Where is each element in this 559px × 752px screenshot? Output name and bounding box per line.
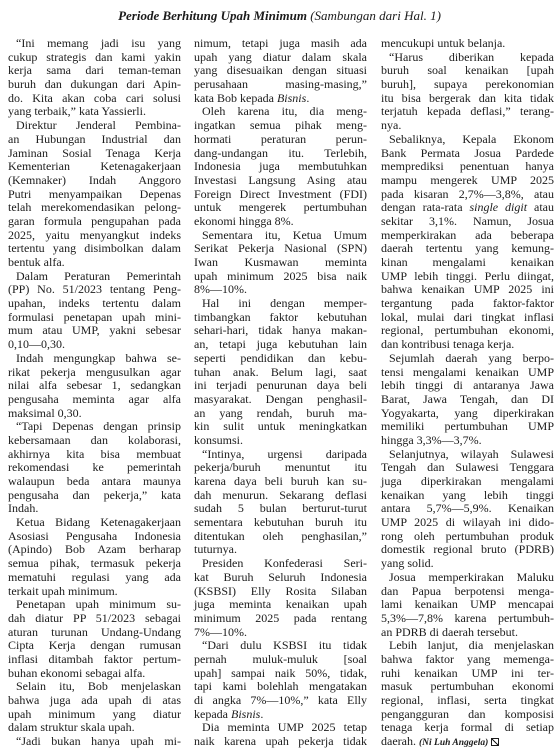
text-line: dah menurun. Sekarang deflasi bbox=[194, 487, 367, 502]
text-line: itu bisa bergerak dan kita tidak bbox=[381, 90, 554, 105]
text-line: Lebih lanjut, dia menjelaskan bbox=[389, 638, 554, 653]
text-line: semua pihak, termasuk pekerja bbox=[8, 556, 181, 571]
text-line: Oleh karena itu, dia meng- bbox=[202, 104, 367, 119]
text-line: rong oleh pertumbuhan produk bbox=[381, 528, 554, 543]
italic-term: Bisnis bbox=[276, 90, 307, 105]
paragraph bbox=[194, 557, 367, 639]
text-line: memiliki pertumbuhan UMP bbox=[381, 419, 554, 434]
text-line: (PP) No. 51/2023 tentang Peng- bbox=[8, 282, 181, 297]
text-line: “Jadi bukan hanya upah mi- bbox=[16, 734, 181, 749]
text-line: lami kenaikan UMP mencapai bbox=[381, 597, 554, 612]
text-line: nilai alfa sebesar 1, sedangkan bbox=[8, 378, 181, 393]
text-line: “Dari dulu KSBSI itu tidak bbox=[202, 638, 367, 653]
text-line: Kementerian Ketenagakerjaan bbox=[8, 159, 181, 174]
text-line: 8%—10%. bbox=[194, 282, 247, 297]
text-line: rekomendasi ke pemerintah bbox=[8, 460, 181, 475]
text-line: sudah 5 bulan berturut-turut bbox=[194, 501, 367, 516]
text-line: lokal, mulai dari tingkat inflasi bbox=[381, 309, 554, 324]
text-line: Putri menyampaikan Depenas bbox=[8, 186, 181, 201]
text-line: Barat, Jawa Tengah, dan DI bbox=[381, 391, 554, 406]
text-line: bahwa juga ada upah di atas bbox=[8, 693, 181, 707]
text-run: kepada bbox=[194, 706, 231, 721]
text-line: “Ini memang jadi isu yang bbox=[16, 36, 181, 50]
paragraph bbox=[381, 639, 554, 749]
text-line: naik karena upah pekerja tidak bbox=[194, 734, 367, 749]
text-line: Josua memperkirakan Maluku bbox=[389, 569, 554, 584]
paragraph bbox=[8, 735, 181, 749]
text-line: Indah mengungkap bahwa se- bbox=[16, 350, 181, 365]
paragraph bbox=[8, 680, 181, 735]
text-line: (Kemnaker) Indah Anggoro bbox=[8, 172, 181, 187]
text-line: 2025, yaitu menyangkut indeks bbox=[8, 227, 181, 242]
paragraph bbox=[194, 448, 367, 558]
text-line: kenaikan yang lebih tinggi bbox=[381, 487, 554, 502]
text-line: an PDRB di daerah tersebut. bbox=[381, 624, 518, 639]
text-line: hormati peraturan perun- bbox=[194, 131, 367, 146]
text-line: Presiden Konfederasi Seri- bbox=[202, 556, 367, 571]
paragraph bbox=[381, 133, 554, 352]
text-line: “Harus diberikan kepada bbox=[389, 49, 554, 64]
text-line: yang disesuaikan dengan situasi bbox=[194, 63, 367, 78]
page-header bbox=[0, 7, 559, 25]
text-line: sementara kebutuhan buruh itu bbox=[194, 515, 367, 530]
text-line: Jaminan Sosial Tenaga Kerja bbox=[8, 145, 181, 160]
text-line: Hal ini dengan memper- bbox=[202, 296, 367, 311]
text-line: Yogyakarta, yang diperkirakan bbox=[381, 405, 554, 420]
text-line: Indah. bbox=[8, 501, 39, 516]
text-line: sehari-hari, tidak hanya makan- bbox=[194, 323, 367, 338]
text-line: cukup strategis dan kami yakin bbox=[8, 49, 181, 64]
text-line: buruh dan dukungan dari Apin- bbox=[8, 77, 181, 92]
text-line: dan kontribusi tenaga kerja. bbox=[381, 337, 515, 352]
text-line: daerah tertentu yang kemung- bbox=[381, 241, 554, 256]
paragraph bbox=[194, 639, 367, 721]
continuation-note: (Sambungan dari Hal. 1) bbox=[310, 8, 441, 23]
text-line: upahan, indeks tertentu dalam bbox=[8, 296, 181, 311]
paragraph bbox=[8, 37, 181, 119]
text-run: kata Bob kepada bbox=[194, 90, 277, 105]
text-line: kebersamaan dan kolaborasi, bbox=[8, 432, 181, 447]
text-line: bahwa kenaikan UMP 2025 ini bbox=[381, 282, 554, 297]
text-line: domestik regional bruto (PDRB) bbox=[381, 542, 554, 557]
paragraph bbox=[381, 51, 554, 133]
text-line: ekonomi hingga 8%. bbox=[194, 213, 294, 228]
italic-term: Bisnis bbox=[230, 706, 261, 721]
text-line: Indonesia juga membutuhkan bbox=[194, 159, 367, 174]
text-line: aturan turunan Undang-Undang bbox=[8, 624, 181, 639]
text-line: sekitar 3,1%. Namun, Josua bbox=[381, 213, 554, 228]
text-line: “Tapi Depenas dengan prinsip bbox=[16, 419, 181, 434]
paragraph bbox=[194, 229, 367, 297]
text-line bbox=[194, 708, 367, 722]
text-line: Investasi Langsung Asing atau bbox=[194, 172, 367, 187]
text-line: Tengah dan Sulawesi Tenggara bbox=[381, 460, 554, 475]
text-run: . bbox=[260, 706, 264, 721]
text-line: mampu mengerek UMP 2025 bbox=[381, 172, 554, 187]
text-line: an yang rendah, buruh ma- bbox=[194, 405, 367, 420]
text-line: juga diperkirakan mengalami bbox=[381, 474, 554, 488]
text-line: karena daya beli buruh kan su- bbox=[194, 474, 367, 488]
text-run: dengan rata-rata bbox=[381, 200, 470, 215]
text-line: tapi kami bolehlah mengatakan bbox=[194, 679, 367, 694]
text-line: mencukupi untuk belanja. bbox=[381, 36, 506, 50]
text-line: bentuk alfa. bbox=[8, 255, 65, 269]
text-line: terjatuh kepada deflasi,” terang- bbox=[381, 104, 554, 119]
text-line bbox=[194, 92, 367, 106]
text-line: juga meminta kenaikan upah bbox=[194, 597, 367, 612]
text-line: an, tetapi juga kebutuhan lain bbox=[194, 337, 367, 352]
paragraph bbox=[194, 37, 367, 105]
text-line: telah merekomendasikan pelong- bbox=[8, 200, 181, 215]
text-line: “Intinya, urgensi daripada bbox=[202, 446, 367, 461]
text-line: hingga 3,3%—3,7%. bbox=[381, 432, 482, 447]
text-line: buhan ekonomi sebagai alfa. bbox=[8, 665, 146, 680]
paragraph bbox=[194, 105, 367, 228]
text-line: tenaga kerja formal di setiap bbox=[381, 720, 554, 735]
text-line: nimum, tetapi juga masih ada bbox=[194, 36, 367, 50]
text-line: Foreign Direct Investment (FDI) bbox=[194, 186, 367, 201]
text-line: perusahaan masing-masing,” bbox=[194, 77, 367, 92]
text-line bbox=[381, 201, 554, 215]
text-line: UMP 2025 di wilayah ini dido- bbox=[381, 515, 554, 530]
text-line: di angka 7%—10%,” kata Elly bbox=[194, 693, 367, 707]
text-line: Serikat Pekerja Nasional (SPN) bbox=[194, 241, 367, 256]
text-line: yang solid. bbox=[381, 556, 434, 571]
text-line: tergantung pada faktor-faktor bbox=[381, 296, 554, 311]
text-line: Dia meminta UMP 2025 tetap bbox=[202, 720, 367, 735]
paragraph bbox=[381, 37, 554, 51]
text-line: Sementara itu, Ketua Umum bbox=[202, 227, 367, 242]
text-line: tertentu yang disimbolkan dalam bbox=[8, 241, 181, 256]
text-line: Selain itu, Bob menjelaskan bbox=[16, 679, 181, 694]
text-line: (Apindo) Bob Azam berharap bbox=[8, 542, 181, 557]
text-line: masyarakat. Dengan penghasil- bbox=[194, 391, 367, 406]
text-line: antara 5,7%—5,9%. Kenaikan bbox=[381, 501, 554, 516]
article-column-1 bbox=[8, 37, 181, 749]
text-line: dalam struktur skala upah. bbox=[8, 720, 135, 735]
text-line: Bank Permata Josua Pardede bbox=[381, 145, 554, 160]
paragraph bbox=[381, 448, 554, 571]
text-line: untuk mengerek pertumbuhan bbox=[194, 200, 367, 215]
italic-term: single digit bbox=[469, 200, 528, 215]
text-line: masuk pertumbuhan ekonomi bbox=[381, 679, 554, 694]
text-line: garan formula pengupahan pada bbox=[8, 213, 181, 228]
paragraph bbox=[8, 352, 181, 420]
text-line: an Hubungan Industrial dan bbox=[8, 131, 181, 146]
text-line: upah minimum yang diatur bbox=[8, 706, 181, 721]
text-line: terkait upah minimum. bbox=[8, 583, 118, 598]
text-line: tensi mengalami kenaikan UMP bbox=[381, 364, 554, 379]
text-line: Direktur Jenderal Pembina- bbox=[16, 118, 181, 133]
text-line: lebih tinggi di antaranya Jawa bbox=[381, 378, 554, 393]
text-line: Sejumlah daerah yang berpo- bbox=[389, 350, 554, 365]
text-line: ini terjadi penurunan daya beli bbox=[194, 378, 367, 393]
text-line: tuhan anak. Belum lagi, saat bbox=[194, 364, 367, 379]
text-line: formulasi penetapan upah mini- bbox=[8, 309, 181, 324]
text-line: pernah muluk-muluk [soal bbox=[194, 651, 367, 666]
text-line: buruh], supaya perekonomian bbox=[381, 77, 554, 92]
text-line: dah diatur PP 51/2023 sebagai bbox=[8, 610, 181, 625]
text-line: ruhi kenaikan UMP ini ter- bbox=[381, 665, 554, 680]
text-line: buruh soal kenaikan [upah bbox=[381, 63, 554, 78]
text-line: Asosiasi Pengusaha Indonesia bbox=[8, 528, 181, 543]
paragraph bbox=[8, 516, 181, 598]
end-mark-icon bbox=[491, 738, 499, 746]
text-line: Sebaliknya, Kepala Ekonom bbox=[389, 131, 554, 146]
paragraph bbox=[381, 352, 554, 448]
paragraph bbox=[194, 297, 367, 448]
paragraph bbox=[194, 721, 367, 748]
text-line: inflasi ditambah faktor pertum- bbox=[8, 651, 181, 666]
text-line: nya. bbox=[381, 118, 402, 133]
text-line: pengangguran dan komposisi bbox=[381, 706, 554, 721]
text-line: maksimal 0,30. bbox=[8, 405, 82, 420]
text-line: pekerja/buruh menuntut itu bbox=[194, 460, 367, 475]
paragraph bbox=[8, 420, 181, 516]
paragraph bbox=[8, 270, 181, 352]
continuation-title: Periode Berhitung Upah Minimum bbox=[118, 8, 307, 23]
text-line: memprediksi penentuan hanya bbox=[381, 159, 554, 174]
text-line: pengusaha meminta agar alfa bbox=[8, 391, 181, 406]
text-line: pada kisaran 2,7%—3,8%, atau bbox=[381, 186, 554, 201]
text-line: kinan mengalami kenaikan bbox=[381, 255, 554, 269]
text-line: Cipta Kerja dengan rumusan bbox=[8, 638, 181, 653]
article-column-2 bbox=[194, 37, 367, 749]
text-line: akhirnya kita bisa membuat bbox=[8, 446, 181, 461]
text-line: regional, pertumbuhan ekonomi, bbox=[381, 323, 554, 338]
text-line: kerja sama dari teman-teman bbox=[8, 63, 181, 78]
text-line bbox=[381, 735, 554, 749]
paragraph bbox=[8, 119, 181, 270]
text-line: yang terbaik,” kata Yassierli. bbox=[8, 104, 146, 119]
text-line: seperti pendidikan dan kebu- bbox=[194, 350, 367, 365]
text-line: walaupun beda antara maunya bbox=[8, 474, 181, 488]
text-run: daerah. bbox=[381, 734, 419, 749]
text-line: 5,3%—7,8% karena pertumbuh- bbox=[381, 610, 554, 625]
text-line: 0,10—0,30. bbox=[8, 337, 65, 352]
paragraph bbox=[8, 598, 181, 680]
text-line: ingatkan semua pihak meng- bbox=[194, 118, 367, 133]
text-line: kin sulit untuk meningkatkan bbox=[194, 419, 367, 434]
text-line: timbangkan faktor kebutuhan bbox=[194, 309, 367, 324]
text-line: 7%—10%. bbox=[194, 624, 247, 639]
text-line: Dalam Peraturan Pemerintah bbox=[16, 268, 181, 283]
text-line: UMP lebih tinggi. Perlu diingat, bbox=[381, 268, 554, 283]
text-line: dan Papua berpotensi menga- bbox=[381, 583, 554, 598]
paragraph bbox=[381, 571, 554, 639]
text-line: minimum 2025 pada rentang bbox=[194, 610, 367, 625]
text-run: . bbox=[306, 90, 310, 105]
text-line: mematuhi regulasi yang ada bbox=[8, 569, 181, 584]
text-line: kat Buruh Seluruh Indonesia bbox=[194, 569, 367, 584]
author-byline: (Ni Luh Anggela) bbox=[418, 738, 489, 749]
text-run: atau bbox=[527, 200, 554, 215]
text-line: do. Kita akan coba cari solusi bbox=[8, 90, 181, 105]
article-column-3 bbox=[381, 37, 554, 749]
text-line: mum atau UMP, yakni sebesar bbox=[8, 323, 181, 338]
text-line: upah minimum 2025 bisa naik bbox=[194, 268, 367, 283]
text-line: dang-undangan itu. Terlebih, bbox=[194, 145, 367, 160]
text-line: regional, inflasi, serta tingkat bbox=[381, 693, 554, 707]
text-line: bahwa faktor yang memenga- bbox=[381, 651, 554, 666]
text-line: Ketua Bidang Ketenagakerjaan bbox=[16, 515, 181, 530]
text-line: Iwan Kusmawan meminta bbox=[194, 255, 367, 269]
text-line: upah] sampai naik 50%, tidak, bbox=[194, 665, 367, 680]
text-line: Penetapan upah minimum su- bbox=[16, 597, 181, 612]
text-line: pengusaha dan pekerja,” kata bbox=[8, 487, 181, 502]
text-line: ditentukan oleh penghasilan,” bbox=[194, 528, 367, 543]
text-line: memperkirakan ada beberapa bbox=[381, 227, 554, 242]
text-line: Selanjutnya, wilayah Sulawesi bbox=[389, 446, 554, 461]
text-line: tuturnya. bbox=[194, 542, 237, 557]
text-line: (KSBSI) Elly Rosita Silaban bbox=[194, 583, 367, 598]
text-line: upah yang diatur dalam skala bbox=[194, 49, 367, 64]
text-line: konsumsi. bbox=[194, 432, 244, 447]
text-line: rikat pekerja mengusulkan agar bbox=[8, 364, 181, 379]
